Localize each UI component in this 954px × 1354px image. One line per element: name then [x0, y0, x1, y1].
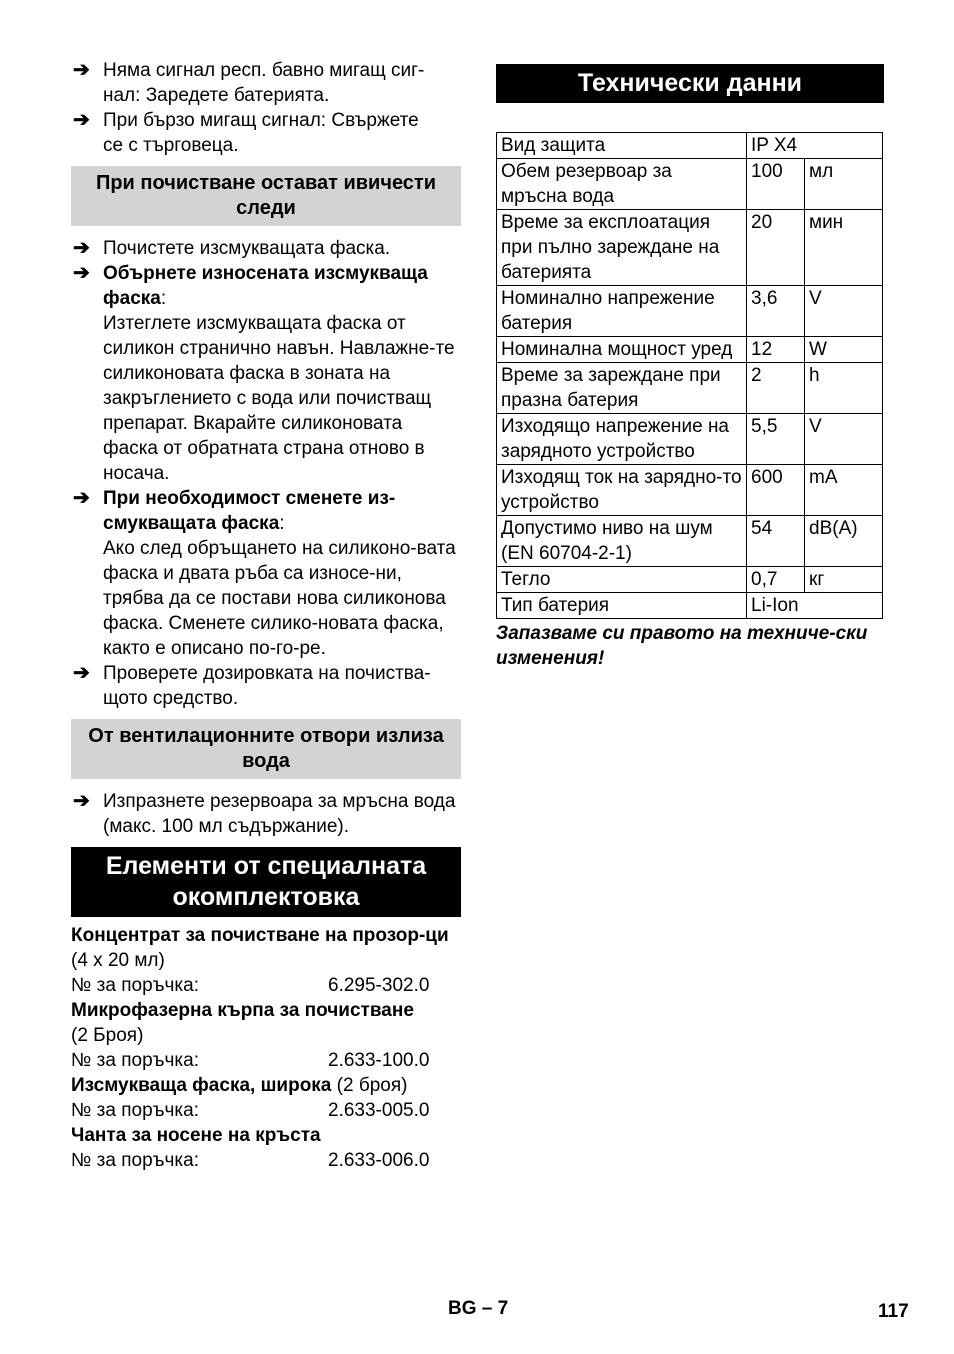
- spec-row: [497, 465, 883, 516]
- accessory-title: [71, 1123, 461, 1148]
- bullet-text: При бързо мигащ сигнал: Свържете се с търговеца.: [103, 110, 419, 156]
- accessory-item: [71, 923, 461, 998]
- bullet-item: [71, 58, 461, 108]
- spec-row: [497, 516, 883, 567]
- right-column: [496, 64, 884, 671]
- bullet-item: [71, 661, 461, 711]
- spec-row: [497, 414, 883, 465]
- bullet-item: [71, 108, 461, 158]
- spec-unit: V: [805, 286, 883, 337]
- spec-label: Изходящ ток на зарядно-то устройство: [497, 465, 747, 516]
- bullet-bold-text: Обърнете износената изсмукваща фаска: [103, 263, 428, 309]
- spec-label: Тегло: [497, 567, 747, 593]
- spec-label: Номинална мощност уред: [497, 337, 747, 363]
- arrow-right-icon: ➔: [73, 59, 90, 81]
- spec-row: [497, 159, 883, 210]
- spec-label: Номинално напрежение батерия: [497, 286, 747, 337]
- accessory-item: [71, 998, 461, 1073]
- order-row: [71, 1098, 461, 1123]
- spec-unit: dB(A): [805, 516, 883, 567]
- arrow-right-icon: ➔: [73, 662, 90, 684]
- footer-page-number: 117: [878, 1301, 909, 1322]
- bullet-item: [71, 486, 461, 661]
- spec-label: Време за експлоатация при пълно зареждане на батерията: [497, 210, 747, 286]
- bullet-colon: :: [160, 288, 167, 309]
- order-number: 2.633-100.0: [328, 1050, 430, 1071]
- bullet-text: Почистете изсмукващата фаска.: [103, 238, 391, 259]
- bullet-title: [103, 486, 461, 536]
- accessory-title: [71, 1073, 461, 1098]
- spec-value: 3,6: [747, 286, 805, 337]
- bullet-item: [71, 789, 461, 839]
- section-heading-vents: От вентилационните отвори излиза вода: [71, 719, 461, 779]
- order-row: [71, 1148, 461, 1173]
- order-label: № за поръчка:: [71, 1150, 199, 1171]
- accessory-extra: (2 броя): [331, 1075, 408, 1096]
- order-row: [71, 1048, 461, 1073]
- spec-value: 5,5: [747, 414, 805, 465]
- arrow-right-icon: ➔: [73, 262, 90, 284]
- order-label: № за поръчка:: [71, 1100, 199, 1121]
- spec-row: [497, 286, 883, 337]
- accessories-heading: Елементи от специалната окомплектовка: [71, 847, 461, 917]
- accessory-item: [71, 1073, 461, 1123]
- bullet-text: Ако след обръщането на силиконо-вата фаска и двата ръба са износе-ни, трябва да се постави нова силиконова фаска. Сменете силико-новата фаска, както е описано по-го-ре.: [103, 538, 456, 659]
- spec-unit: h: [805, 363, 883, 414]
- spec-value: Li-Ion: [747, 593, 883, 619]
- bullet-text: Проверете дозировката на почиства-щото средство.: [103, 663, 431, 709]
- spec-unit: мин: [805, 210, 883, 286]
- arrow-right-icon: ➔: [73, 109, 90, 131]
- spec-unit: mA: [805, 465, 883, 516]
- section-heading-streaks: При почистване остават ивичести следи: [71, 166, 461, 226]
- accessory-extra: (2 Броя): [71, 1025, 144, 1046]
- spec-unit: кг: [805, 567, 883, 593]
- arrow-right-icon: ➔: [73, 237, 90, 259]
- spec-label: Обем резервоар за мръсна вода: [497, 159, 747, 210]
- bullet-colon: :: [279, 513, 285, 534]
- accessory-extra: (4 x 20 мл): [71, 950, 165, 971]
- bullet-text: Няма сигнал респ. бавно мигащ сиг- нал: Заредете батерията.: [103, 60, 425, 106]
- spec-row: [497, 210, 883, 286]
- spec-value: 100: [747, 159, 805, 210]
- spec-table-body: [497, 133, 883, 619]
- order-number: 2.633-005.0: [328, 1100, 430, 1121]
- spec-value: 54: [747, 516, 805, 567]
- spec-label: Вид защита: [497, 133, 747, 159]
- order-label: № за поръчка:: [71, 975, 199, 996]
- spec-unit: мл: [805, 159, 883, 210]
- spec-row: [497, 363, 883, 414]
- footer-language-page: BG – 7: [448, 1298, 509, 1319]
- spec-label: Изходящо напрежение на зарядното устройство: [497, 414, 747, 465]
- spec-label: Допустимо ниво на шум (EN 60704-2-1): [497, 516, 747, 567]
- accessory-name: Концентрат за почистване на прозор-ци: [71, 925, 449, 946]
- bullet-item: [71, 261, 461, 486]
- tech-changes-note: Запазваме си правото на техниче-ски изменения!: [496, 623, 868, 669]
- accessory-item: [71, 1123, 461, 1173]
- tech-data-heading: Технически данни: [496, 64, 884, 103]
- spec-row: [497, 567, 883, 593]
- spec-label: Тип батерия: [497, 593, 747, 619]
- bullet-text: Изтеглете изсмукващата фаска от силикон странично навън. Навлажне-те силиконовата фаска в зоната на закръглението с вода или почистващ препарат. Вкарайте силиконовата фаска от обратната страна отново в носача.: [103, 313, 455, 484]
- accessory-name: Чанта за носене на кръста: [71, 1125, 321, 1146]
- arrow-right-icon: ➔: [73, 790, 90, 812]
- spec-value: 12: [747, 337, 805, 363]
- accessory-name: Изсмукваща фаска, широка: [71, 1075, 332, 1096]
- order-number: 6.295-302.0: [328, 975, 430, 996]
- spec-value: IP X4: [747, 133, 883, 159]
- accessory-name: Микрофазерна кърпа за почистване: [71, 1000, 414, 1021]
- spec-row: [497, 593, 883, 619]
- order-row: [71, 973, 461, 998]
- spec-row: [497, 337, 883, 363]
- spec-value: 600: [747, 465, 805, 516]
- order-number: 2.633-006.0: [328, 1150, 430, 1171]
- spec-unit: W: [805, 337, 883, 363]
- spec-value: 20: [747, 210, 805, 286]
- left-column: [71, 58, 461, 1173]
- arrow-right-icon: ➔: [73, 487, 90, 509]
- bullet-bold-text: При необходимост сменете из-смукващата фаска: [103, 488, 396, 534]
- bullet-title: [103, 261, 461, 311]
- accessory-title: [71, 923, 461, 973]
- spec-value: 0,7: [747, 567, 805, 593]
- order-label: № за поръчка:: [71, 1050, 199, 1071]
- spec-row: [497, 133, 883, 159]
- spec-value: 2: [747, 363, 805, 414]
- bullet-text: Изпразнете резервоара за мръсна вода (макс. 100 мл съдържание).: [103, 791, 456, 837]
- spec-label: Време за зареждане при празна батерия: [497, 363, 747, 414]
- spec-unit: V: [805, 414, 883, 465]
- spec-table: [496, 132, 883, 619]
- accessory-title: [71, 998, 461, 1023]
- bullet-item: [71, 236, 461, 261]
